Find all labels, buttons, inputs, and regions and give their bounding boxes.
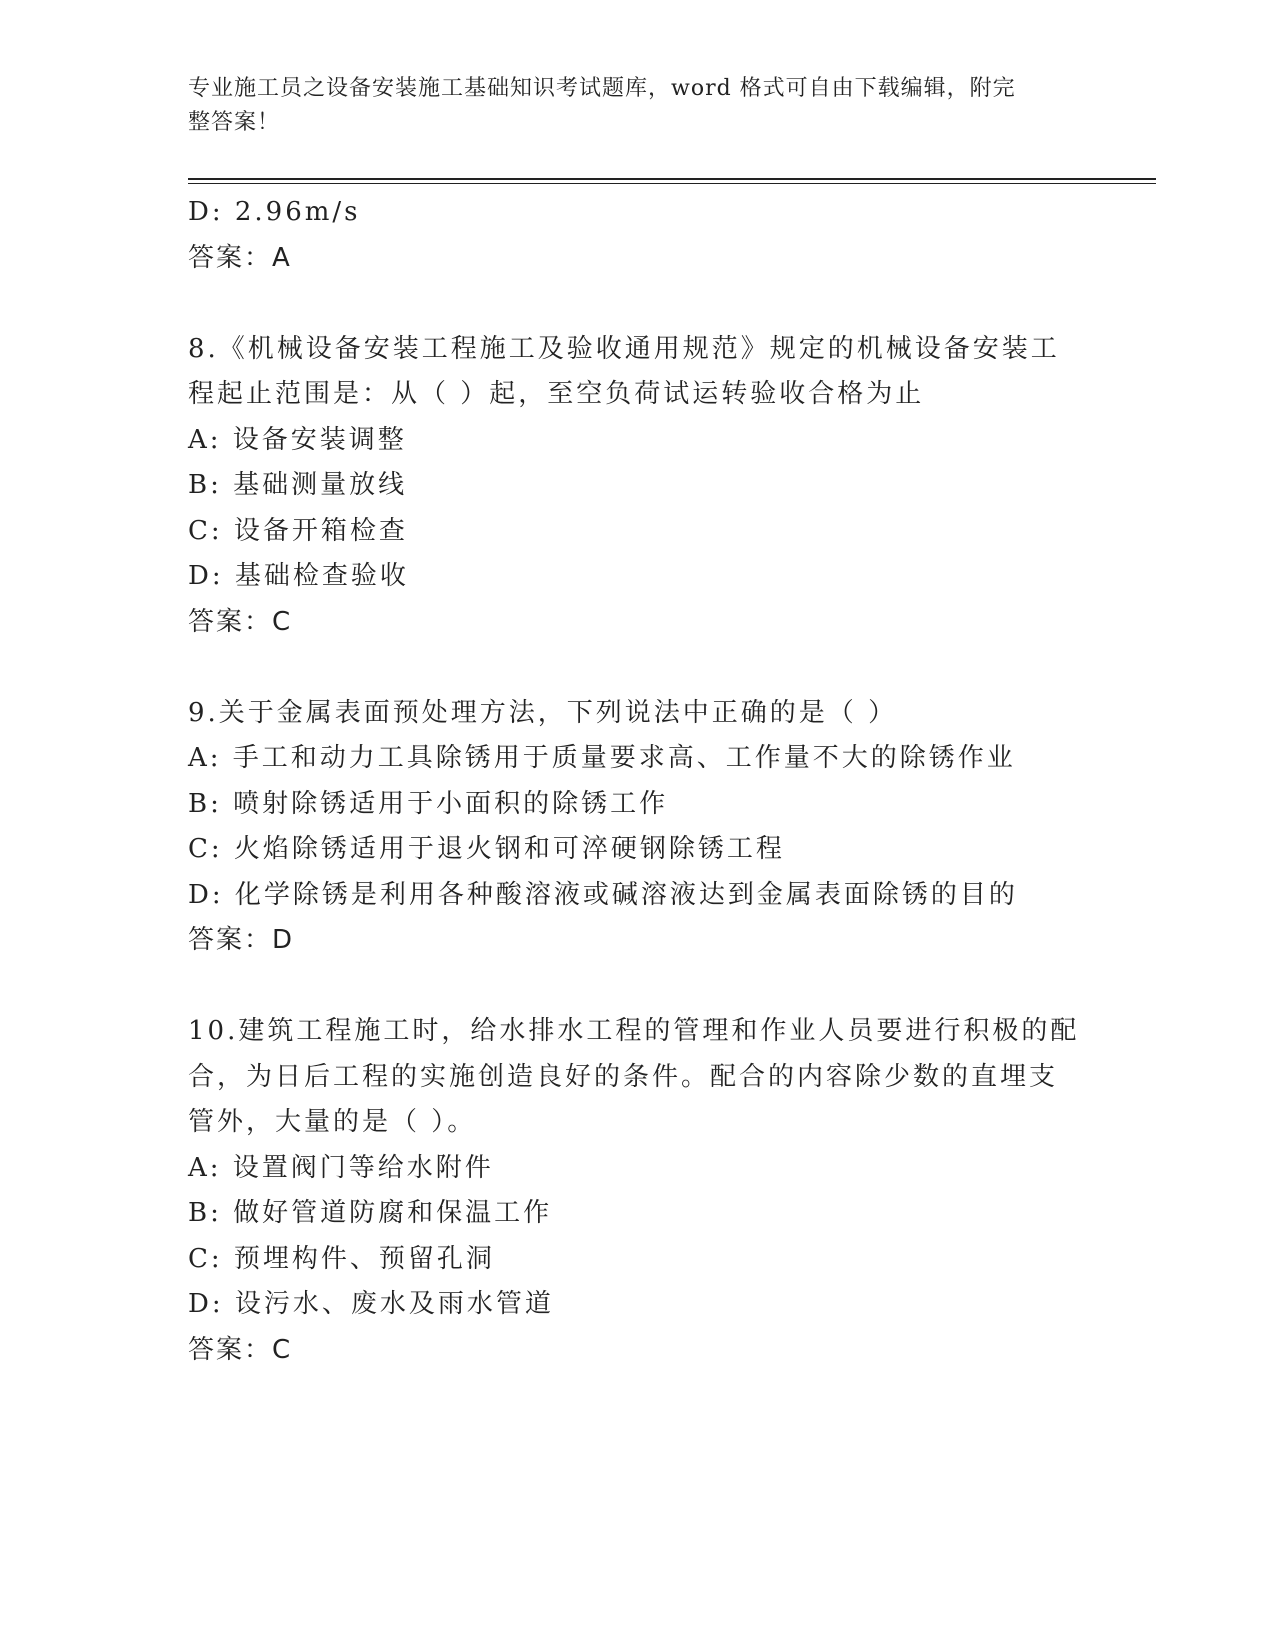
option-a: A: 手工和动力工具除锈用于质量要求高、工作量不大的除锈作业 — [188, 743, 1016, 773]
option-c: C: 火焰除锈适用于退火钢和可淬硬钢除锈工程 — [188, 834, 785, 864]
question-stem-line: 8.《机械设备安装工程施工及验收通用规范》规定的机械设备安装工 — [188, 333, 1060, 364]
header-title-line-1: 专业施工员之设备安装施工基础知识考试题库，word 格式可自由下载编辑，附完 — [188, 76, 1016, 101]
option-d: D: 基础检查验收 — [188, 561, 409, 591]
answer-label: 答案：D — [188, 925, 295, 955]
spacer — [188, 645, 1088, 691]
page-header — [188, 72, 1068, 140]
answer-label: 答案：C — [188, 606, 293, 637]
option-b: B: 做好管道防腐和保温工作 — [188, 1198, 553, 1228]
question-stem-line: 管外，大量的是（ ）。 — [188, 1107, 477, 1137]
option-b: B: 基础测量放线 — [188, 470, 408, 500]
option-d: D: 设污水、废水及雨水管道 — [188, 1289, 554, 1319]
question-stem-line: 10.建筑工程施工时，给水排水工程的管理和作业人员要进行积极的配 — [188, 1016, 1080, 1046]
question-10 — [188, 1009, 1088, 1373]
question-stem-line: 9.关于金属表面预处理方法，下列说法中正确的是（ ） — [188, 697, 898, 728]
question-stem-line: 合，为日后工程的实施创造良好的条件。配合的内容除少数的直埋支 — [188, 1061, 1059, 1092]
option-a: A: 设备安装调整 — [188, 424, 407, 455]
option-b: B: 喷射除锈适用于小面积的除锈工作 — [188, 788, 669, 819]
option-c: C: 设备开箱检查 — [188, 515, 408, 546]
question-content — [188, 190, 1088, 1373]
question-9 — [188, 691, 1088, 964]
option-d: D: 2.96m/s — [188, 197, 361, 227]
option-a: A: 设置阀门等给水附件 — [188, 1152, 494, 1183]
answer-label: 答案：A — [188, 242, 292, 273]
option-c: C: 预埋构件、预留孔洞 — [188, 1243, 495, 1274]
question-8 — [188, 327, 1088, 646]
header-divider — [188, 178, 1156, 184]
question-stem-line: 程起止范围是：从（ ）起，至空负荷试运转验收合格为止 — [188, 379, 925, 409]
header-title-line-2: 整答案！ — [188, 110, 281, 135]
answer-label: 答案：C — [188, 1334, 293, 1365]
option-d: D: 化学除锈是利用各种酸溶液或碱溶液达到金属表面除锈的目的 — [188, 879, 1018, 910]
spacer — [188, 964, 1088, 1010]
spacer — [188, 281, 1088, 327]
question-7-tail — [188, 190, 1088, 281]
